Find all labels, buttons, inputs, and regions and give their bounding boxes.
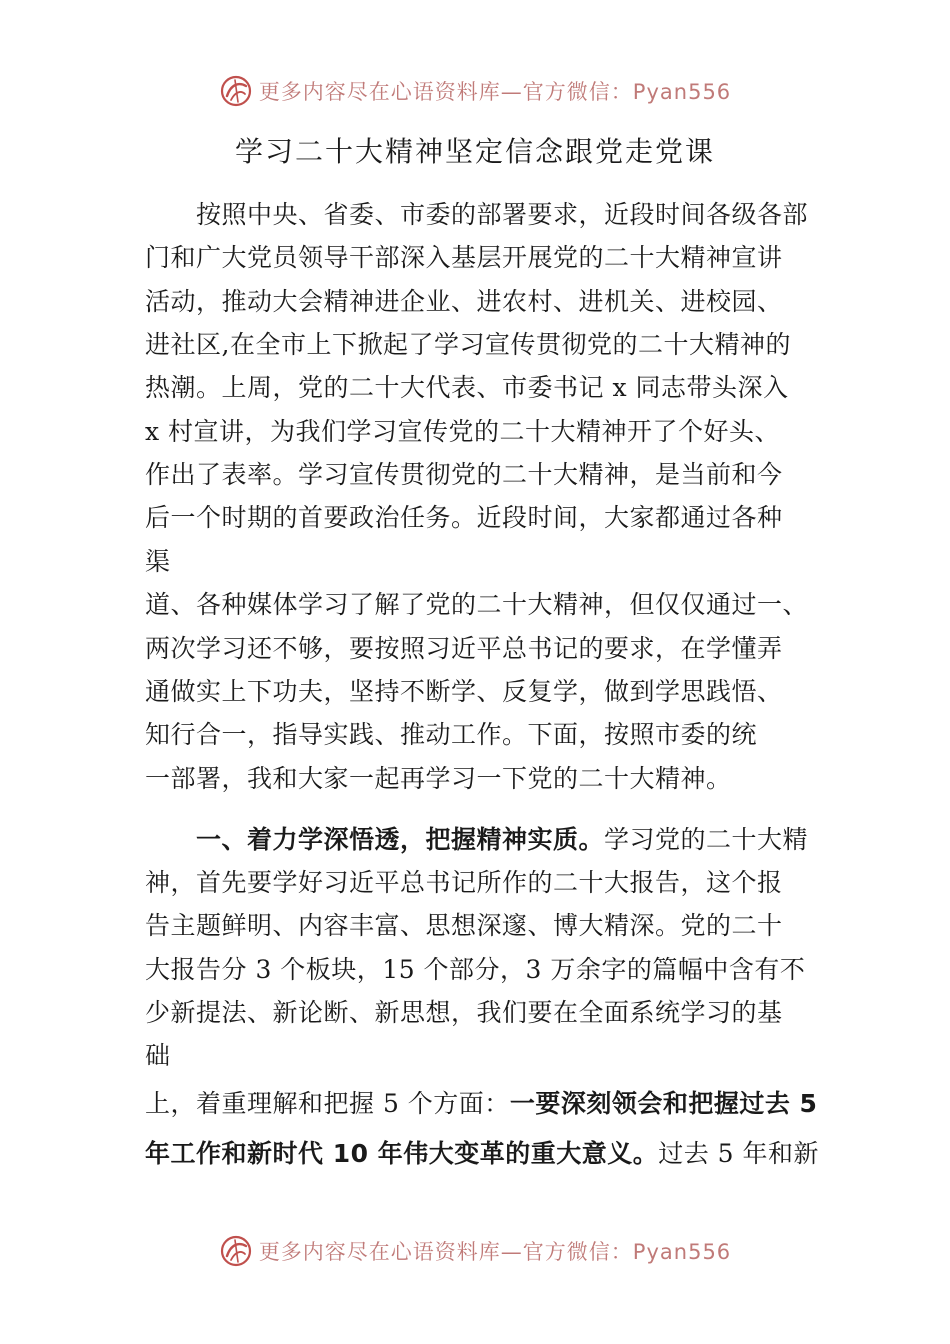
text-run: 门和广大党员领导干部深入基层开展党的二十大精神宣讲	[145, 243, 783, 272]
text-line	[145, 677, 783, 707]
text-run: 知行合一，指导实践、推动工作。下面，按照市委的统	[145, 720, 758, 749]
text-run: 一、着力学深悟透，把握精神实质。	[196, 825, 605, 854]
text-line	[145, 825, 808, 855]
text-run: 少新提法、新论断、新思想，我们要在全面系统学习的基	[145, 998, 783, 1027]
text-line	[145, 764, 732, 794]
text-run: 告主题鲜明、内容丰富、思想深邃、博大精深。党的二十	[145, 911, 783, 940]
text-line	[145, 590, 808, 620]
text-line	[145, 243, 783, 273]
watermark-text: 更多内容尽在心语资料库—官方微信：Pyan556	[258, 80, 732, 104]
text-run: 道、各种媒体学习了解了党的二十大精神，但仅仅通过一、	[145, 590, 809, 619]
text-run: 两次学习还不够，要按照习近平总书记的要求，在学懂弄	[145, 634, 783, 663]
text-line	[145, 417, 780, 447]
text-run	[145, 825, 196, 854]
text-line	[145, 634, 783, 664]
text-run: 年工作和新时代 10 年伟大变革的重大意义。	[145, 1139, 659, 1168]
calligraphy-seal-icon	[219, 74, 253, 108]
text-line	[145, 720, 757, 750]
text-run: 活动，推动大会精神进企业、进农村、进机关、进校园、	[145, 287, 783, 316]
text-line	[145, 547, 171, 577]
text-run: 过去 5 年和新	[658, 1139, 820, 1168]
text-line	[145, 460, 783, 490]
text-line	[145, 503, 783, 533]
text-line	[145, 1089, 817, 1119]
text-line	[145, 955, 805, 985]
text-run: 大报告分 3 个板块，15 个部分，3 万余字的篇幅中含有不	[145, 955, 806, 984]
text-run: x 村宣讲，为我们学习宣传党的二十大精神开了个好头、	[145, 417, 781, 446]
text-line	[145, 911, 783, 941]
text-run: 渠	[145, 547, 171, 576]
text-run: 后一个时期的首要政治任务。近段时间，大家都通过各种	[145, 503, 783, 532]
text-line	[145, 998, 783, 1028]
document-title: 学习二十大精神坚定信念跟党走党课	[234, 135, 715, 168]
header-watermark	[0, 74, 950, 108]
text-line	[145, 330, 791, 360]
watermark-text: 更多内容尽在心语资料库—官方微信：Pyan556	[258, 1240, 732, 1264]
text-run: 上，着重理解和把握 5 个方面：	[145, 1089, 510, 1118]
text-line	[145, 1139, 819, 1169]
text-run: 础	[145, 1041, 171, 1070]
text-line	[145, 287, 783, 317]
text-run: 作出了表率。学习宣传贯彻党的二十大精神，是当前和今	[145, 460, 783, 489]
text-line	[145, 373, 789, 403]
text-run: 一部署，我和大家一起再学习一下党的二十大精神。	[145, 764, 732, 793]
calligraphy-seal-icon	[219, 1234, 253, 1268]
text-run: 通做实上下功夫，坚持不断学、反复学，做到学思践悟、	[145, 677, 783, 706]
text-run: 按照中央、省委、市委的部署要求，近段时间各级各部	[145, 200, 809, 229]
text-run: 进社区,在全市上下掀起了学习宣传贯彻党的二十大精神的	[145, 330, 791, 359]
text-run: 热潮。上周，党的二十大代表、市委书记 x 同志带头深入	[145, 373, 789, 402]
text-line	[145, 1041, 171, 1071]
text-line	[145, 200, 808, 230]
text-run: 一要深刻领会和把握过去 5	[509, 1089, 818, 1118]
text-line	[145, 868, 783, 898]
text-run: 学习党的二十大精	[604, 825, 809, 854]
text-run: 神，首先要学好习近平总书记所作的二十大报告，这个报	[145, 868, 783, 897]
footer-watermark	[0, 1234, 950, 1268]
